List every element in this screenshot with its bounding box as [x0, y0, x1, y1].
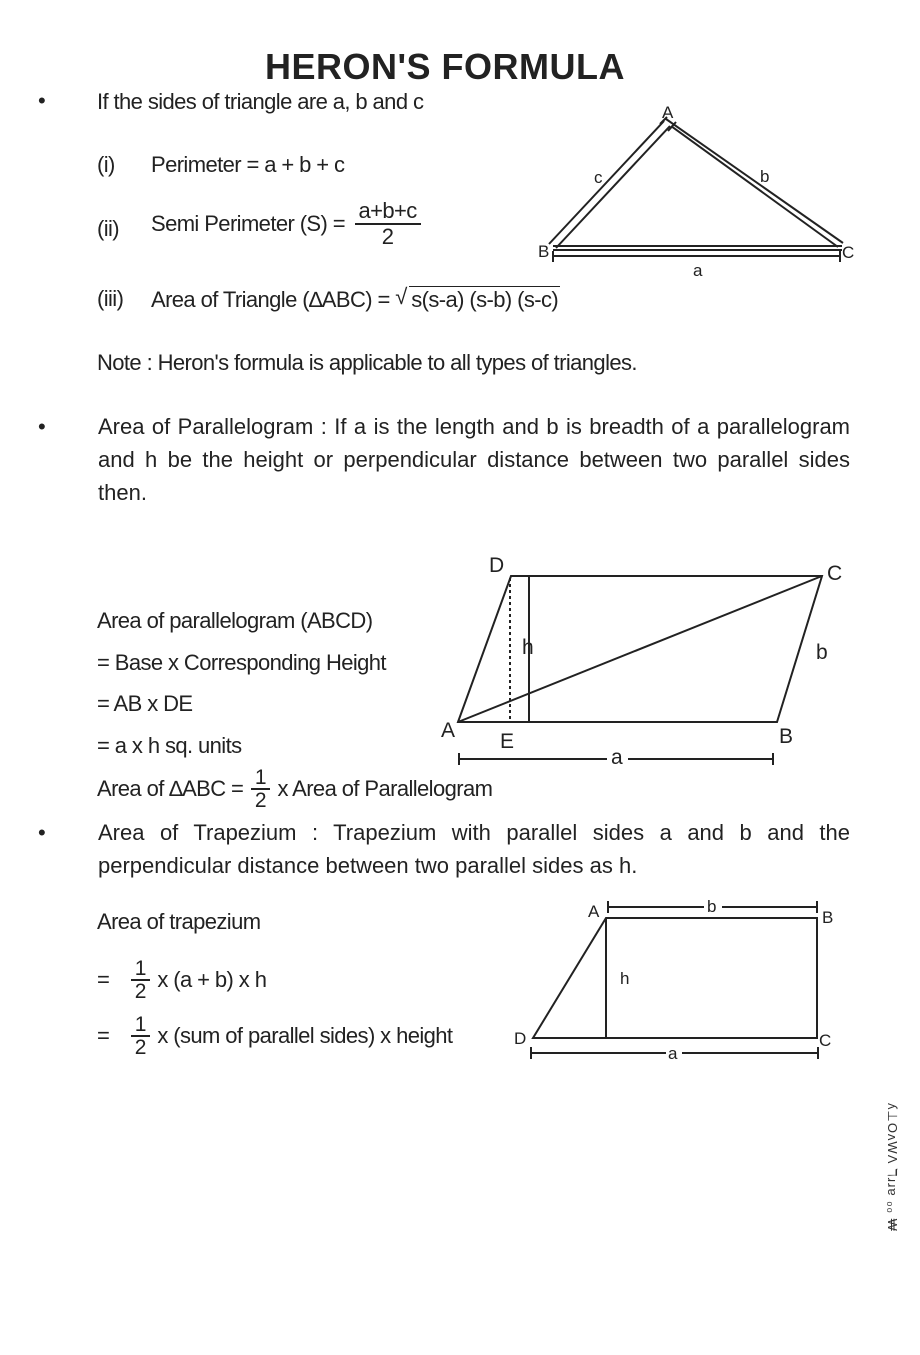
- triangle-diagram: [530, 95, 870, 285]
- fraction-denominator: 2: [254, 789, 266, 812]
- parallelogram-line: = a x h sq. units: [97, 733, 242, 758]
- perimeter-formula: Perimeter = a + b + c: [151, 152, 345, 177]
- fraction-numerator: 1: [131, 1014, 150, 1037]
- heron-intro: If the sides of triangle are a, b and c: [97, 89, 424, 114]
- vertex-label-b: B: [538, 242, 550, 261]
- area-triangle-label: Area of Triangle (∆ABC) =: [151, 287, 390, 312]
- parallelogram-line: = AB x DE: [97, 691, 193, 716]
- fraction: [355, 199, 421, 249]
- fraction-denominator: 2: [134, 1036, 146, 1059]
- side-label-b: b: [760, 167, 770, 186]
- vertex-label-c: C: [827, 562, 843, 585]
- semi-perimeter-label: Semi Perimeter (S) =: [151, 211, 345, 236]
- equals-sign: =: [97, 1023, 110, 1048]
- triangle-area-suffix: x Area of Parallelogram: [277, 776, 493, 801]
- heron-note: Note : Heron's formula is applicable to all types of triangles.: [97, 350, 637, 375]
- item-number: (iii): [97, 286, 124, 311]
- fraction: [251, 767, 270, 811]
- trapezium-intro: Area of Trapezium : Trapezium with parallel sides a and b and the perpendicular distance between two parallel sides as h.: [98, 820, 850, 878]
- vertex-label-c: C: [819, 1031, 832, 1050]
- fraction-numerator: 1: [131, 958, 150, 981]
- height-label-h: h: [522, 636, 534, 659]
- parallelogram-diagram: [435, 545, 855, 775]
- side-label-c: c: [594, 168, 603, 187]
- parallelogram-line: Area of parallelogram (ABCD): [97, 608, 373, 633]
- parallelogram-intro: Area of Parallelogram : If a is the length and b is breadth of a parallelogram and h be the height or perpendicular distance between two parallel sides then.: [98, 414, 850, 505]
- side-label-a: a: [668, 1044, 678, 1063]
- vertex-label-a: A: [588, 902, 600, 921]
- height-label-h: h: [620, 969, 630, 988]
- item-number: (ii): [97, 216, 120, 241]
- side-label-b: b: [816, 641, 828, 664]
- side-label-b: b: [707, 897, 717, 916]
- radical-sign-icon: √: [395, 284, 407, 309]
- vertex-label-a: A: [441, 719, 456, 742]
- vertex-label-e: E: [500, 730, 515, 753]
- triangle-area-prefix: Area of ∆ABC =: [97, 776, 244, 801]
- trapezium-formula-1-suffix: x (a + b) x h: [157, 967, 267, 992]
- vertex-label-b: B: [779, 725, 794, 748]
- trapezium-formula-2-suffix: x (sum of parallel sides) x height: [157, 1023, 453, 1048]
- side-label-a: a: [693, 261, 703, 280]
- radicand: s(s-a) (s-b) (s-c): [411, 287, 559, 312]
- fraction: [131, 958, 150, 1002]
- parallelogram-line: = Base x Corresponding Height: [97, 650, 386, 675]
- square-root: [395, 286, 560, 313]
- fraction-denominator: 2: [381, 224, 394, 249]
- fraction: [131, 1014, 150, 1058]
- equals-sign: =: [97, 967, 110, 992]
- vertex-label-c: C: [842, 243, 855, 262]
- triangle-half-area: [97, 767, 492, 811]
- bullet: •: [38, 820, 46, 845]
- side-watermark-text: ʎ⊥OʌWΛ ℸɹɹɐ ₀₀ ₩: [885, 1103, 900, 1232]
- trapezium-heading: Area of trapezium: [97, 909, 261, 934]
- item-number: (i): [97, 152, 115, 177]
- area-triangle-formula: [151, 286, 560, 313]
- side-watermark: [872, 1105, 912, 1305]
- trapezium-formula-2: [97, 1014, 452, 1058]
- trapezium-diagram: [510, 895, 855, 1070]
- semi-perimeter-formula: [151, 199, 425, 249]
- fraction-numerator: 1: [251, 767, 270, 790]
- page-title: HERON'S FORMULA: [264, 46, 626, 87]
- side-label-a: a: [611, 746, 623, 769]
- trapezium-formula-1: [97, 958, 266, 1002]
- vertex-label-d: D: [514, 1029, 527, 1048]
- vertex-label-a: A: [662, 103, 674, 122]
- bullet: •: [38, 414, 46, 439]
- vertex-label-b: B: [822, 908, 834, 927]
- vertex-label-d: D: [489, 554, 505, 577]
- fraction-numerator: a+b+c: [355, 199, 421, 225]
- fraction-denominator: 2: [134, 980, 146, 1003]
- bullet: •: [38, 88, 46, 113]
